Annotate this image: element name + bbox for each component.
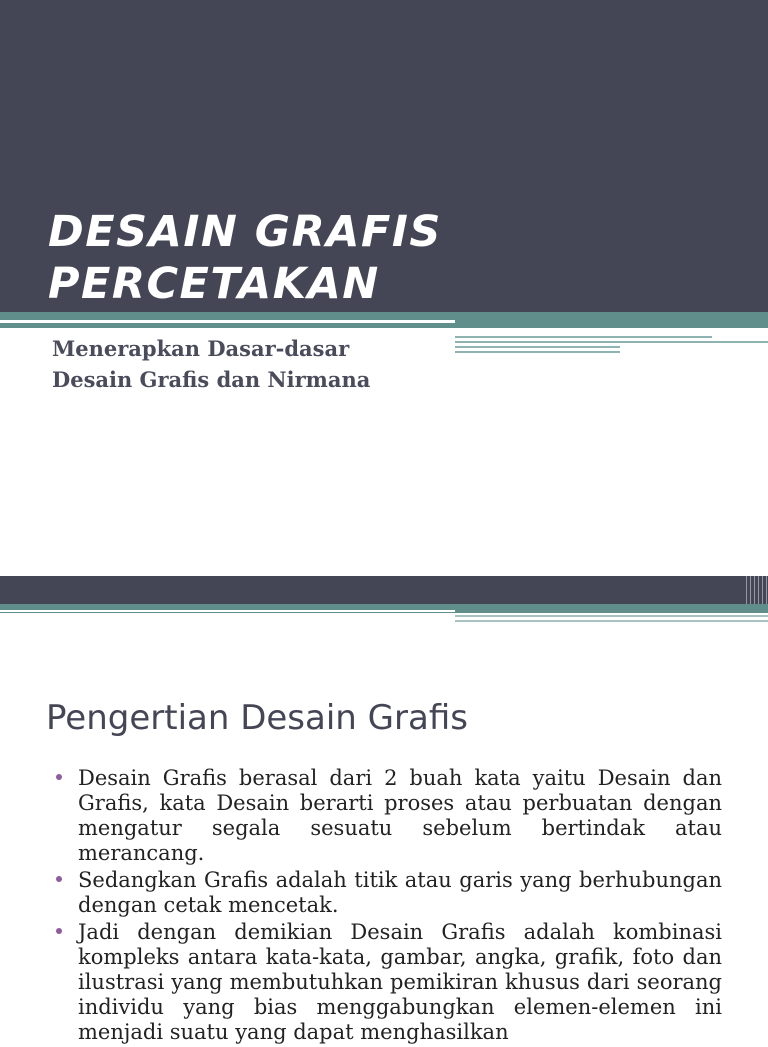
slide-title [48, 206, 568, 310]
list-item [56, 766, 722, 866]
decor-stripe [455, 615, 768, 617]
header-band [0, 576, 768, 604]
subtitle-line-2: Desain Grafis dan Nirmana [52, 367, 371, 392]
band-divider [0, 320, 455, 323]
list-item [56, 868, 722, 918]
bullet-text: Jadi dengan demikian Desain Grafis adalah kombinasi kompleks antara kata-kata, gambar, angka, grafik, foto dan ilustrasi yang membutuhkan pemikiran khusus dari seorang individu yang bias menggabungkan elemen-elemen ini menjadi suatu yang dapat menghasilkan [78, 920, 722, 1044]
bullet-list [56, 766, 722, 1047]
band-divider [0, 610, 455, 612]
decor-stripe [455, 346, 620, 348]
decor-stripe [455, 351, 620, 353]
bullet-dot-icon [56, 774, 62, 780]
bullet-dot-icon [56, 876, 62, 882]
decor-vertical-lines [746, 576, 768, 604]
list-item [56, 920, 722, 1045]
content-slide [0, 576, 768, 1044]
decor-stripe [455, 336, 712, 338]
decor-stripe [455, 330, 768, 332]
bullet-dot-icon [56, 928, 62, 934]
title-line-2: PERCETAKAN [48, 259, 380, 309]
title-line-1: DESAIN GRAFIS [48, 207, 442, 257]
decor-stripe [455, 341, 768, 343]
slide-heading: Pengertian Desain Grafis [46, 698, 468, 738]
subtitle-line-1: Menerapkan Dasar-dasar [52, 336, 350, 361]
decor-stripe [455, 623, 625, 625]
slide-subtitle [52, 333, 472, 395]
decor-stripe [455, 620, 768, 622]
bullet-text: Desain Grafis berasal dari 2 buah kata yaitu Desain dan Grafis, kata Desain berarti proses atau perbuatan dengan mengatur segala sesuatu sebelum bertindak atau merancang. [78, 766, 722, 865]
bullet-text: Sedangkan Grafis adalah titik atau garis yang berhubungan dengan cetak mencetak. [78, 868, 722, 917]
